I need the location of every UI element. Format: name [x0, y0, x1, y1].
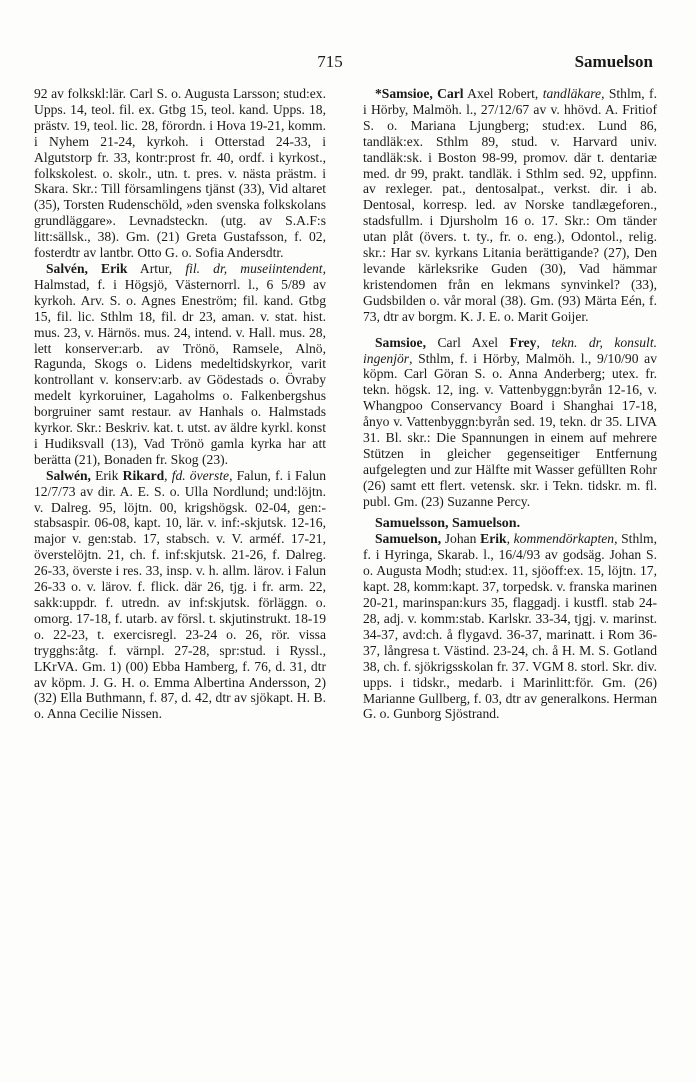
- entry-title: tekn. dr, konsult. ingenjör: [363, 334, 657, 366]
- entry-name: Salvén, Erik: [46, 260, 128, 276]
- entry-title: fd. överste: [171, 467, 230, 483]
- entry-name: Salwén,: [46, 467, 91, 483]
- entry-samsioe-frey: Samsioe, Carl Axel Frey, tekn. dr, konsult. ingenjör, Sthlm, f. i Hörby, Malmöh. l., 9/10/90 av köpm. Carl Göran S. o. Anna Anderberg; utex. fr. tekn. högsk. 12, ing. v. Vattenbyggn:byrån 12-16, v. Whangpoo Conservancy Board i Shanghai 17-18, ånyo v. Vattenbyggn:byrån sed. 19, tekn. dr 35. LIVA 31. Bl. skr.: Die Spannungen in einem auf mehrere Stützen in gleicher gegenseitiger Entfernung aufgelegten und zur Hälfte mit Wasser gefüllten Rohr (26) samt ett flert. vetensk. skr. i Tekn. tidskr. m. fl. publ. Gm. (23) Suzanne Percy.: [363, 334, 657, 509]
- entry-name: Samsioe,: [375, 334, 426, 350]
- entry-name-rest: Johan: [441, 531, 481, 547]
- running-head: Samuelson: [574, 52, 653, 71]
- entry-name-bold: Rikard: [122, 467, 165, 483]
- entry-name: Samuelson,: [375, 531, 442, 547]
- entry-name-rest: Artur,: [127, 260, 186, 276]
- entry-salwen: Salwén, Erik Rikard, fd. överste, Falun, f. i Falun 12/7/73 av dir. A. E. S. o. Ulla Nordlund; und:löjtn. v. Dalreg. 95, löjtn. 00, krigshögsk. 02-04, gen:-stabsaspir. 06-08, kapt. 10, lär. v. inf:-skjutsk. 12-16, major v. gen:stab. 17, stabsch. v. V. arméf. 17-21, överstelöjtn. 21, ch. f. inf:skjutsk. 21-26, f. Dalreg. 26-33, överste i res. 33, insp. v. h. allm. lärov. i Falun 26-33 o. v. lärov. f. flick. där 26, tjg. i fr. arm. 22, sakk:uppdr. f. utredn. av inf:skjutsk. förläggn. o. omorg. 17-18, f. utarb. av försl. t. skjutinstrukt. 18-19 o. 22-23, t. exercisregl. 23-24 o. 26, rör. vissa trygghs:åtg. f. värnpl. 27-28, spr:stud. i Ryssl., LKrVA. Gm. 1) (00) Ebba Hamberg, f. 76, d. 31, dtr av köpm. J. G. H. o. Emma Albertina Andersson, 2) (32) Ella Buthmann, f. 87, d. 42, dtr av sjökapt. H. B. o. Anna Cecilie Nissen.: [34, 467, 326, 722]
- entry-text: , Sthlm, f. i Hyringa, Skarab. l., 16/4/93 av godsäg. Johan S. o. Augusta Modh; stud:ex. 11, sjöoff:ex. 15, löjtn. 17, kapt. 28, komm:kapt. 37, torpedsk. v. franska marinen 20-21, marinspan:kurs 35, flaggadj. i kustfl. stab 24-28, adj. v. komm:stab. Karlskr. 33-34, tjgj. v. marinst. 34-37, avd:ch. å flygavd. 36-37, marinatt. i Rom 36-37, långresa t. Västind. 23-24, ch. å H. M. S. Gotland 38, ch. f. sjökrigsskolan fr. 37. VGM 8. storl. Skr. div. upps. i tidskr., medarb. i Marinlitt:för. Gm. (26) Marianne Gullberg, f. 03, dtr av generalkons. Herman G. o. Gunborg Sjöstrand.: [363, 531, 657, 722]
- entry-name-rest: Carl Axel: [425, 334, 510, 350]
- entry-name-rest: Erik: [90, 467, 123, 483]
- page-number: 715: [317, 52, 343, 71]
- entry-text: , Sthlm, f. i Hörby, Malmöh. l., 9/10/90 av köpm. Carl Göran S. o. Anna Anderberg; utex. fr. tekn. högsk. 12, ing. v. Vattenbyggn:byrån 12-16, v. Whangpoo Conservancy Board i Shanghai 17-18, ånyo v. Vattenbyggn:byrån sed. 19, tekn. dr 35. LIVA 31. Bl. skr.: Die Spannungen in einem auf mehrere Stützen in gleicher gegenseitiger Entfernung aufgelegten und zur Hälfte mit Wasser gefüllten Rohr (26) samt ett flert. vetensk. skr. i Tekn. tidskr. m. fl. publ. Gm. (23) Suzanne Percy.: [363, 350, 657, 509]
- left-column: [34, 86, 326, 722]
- entry-title: fil. dr, museiintendent: [185, 260, 323, 276]
- entry-text: 92 av folkskl:lär. Carl S. o. Augusta Larsson; stud:ex. Upps. 14, teol. fil. ex. Gtbg 15, teol. kand. Upps. 18, prästv. 19, teol. lic. 28, förordn. i Hova 19-21, komm. i Nyhem 21-24, kyrkoh. i Otterstad 24-33, i Algutstorp fr. 33, kontr:prost fr. 40, ordf. i kyrkost., folkskolest. o. skolr., utn. t. pres. v. nästa prästm. i Skara. Skr.: Till församlingens tjänst (33), Vid altaret (35), Torsten Rudenschöld, »den svenska folkskolans grundläggare». Levnadsteckn. (utg. av S.A.F:s litt:sällsk., 38). Gm. (21) Greta Gustafsson, f. 02, fosterdtr av lantbr. Otto G. o. Sofia Andersdtr.: [34, 86, 326, 261]
- entry-name-bold: Frey: [509, 334, 537, 350]
- entry-text: , Falun, f. i Falun 12/7/73 av dir. A. E. S. o. Ulla Nordlund; und:löjtn. v. Dalreg. 95, löjtn. 00, krigshögsk. 02-04, gen:-stabsaspir. 06-08, kapt. 10, lär. v. inf:-skjutsk. 12-16, major v. gen:stab. 17, stabsch. v. V. arméf. 17-21, överstelöjtn. 21, ch. f. inf:skjutsk. 21-26, f. Dalreg. 26-33, överste i res. 33, insp. v. h. allm. lärov. i Falun 26-33 o. v. lärov. f. flick. där 26, tjg. i fr. arm. 22, sakk:uppdr. f. utredn. av inf:skjutsk. förläggn. o. omorg. 17-18, f. utarb. av försl. t. skjutinstrukt. 18-19 o. 22-23, t. exercisregl. 23-24 o. 26, rör. vissa trygghs:åtg. f. värnpl. 27-28, spr:stud. i Ryssl., LKrVA. Gm. 1) (00) Ebba Hamberg, f. 76, d. 31, dtr av köpm. J. G. H. o. Emma Albertina Andersson, 2) (32) Ella Buthmann, f. 87, d. 42, dtr av sjökapt. H. B. o. Anna Cecilie Nissen.: [34, 467, 326, 722]
- entry-name: *Samsioe, Carl: [375, 86, 464, 101]
- continuation-entry: [34, 86, 326, 261]
- entry-text: , Halmstad, f. i Högsjö, Västernorrl. l., 6 5/89 av kyrkoh. Arv. S. o. Agnes Eneström; fil. kand. Gtbg 15, fil. lic. Sthlm 18, fil. dr 23, aman. v. stat. hist. mus. 23, v. Härnös. mus. 24, intend. v. Hall. mus. 28, lett konserver:arb. av Trönö, Ramsele, Alnö, Ragunda, Skogs o. Lidens medeltidskyrkor, varit kontrollant v. konserv:arb. av Gödestads o. Övraby medelt kyrkoruiner, Lagaholms o. Falkenbergshus borgruiner samt restaur. av Hanhals o. Halmstads kyrkor. Skr.: Beskriv. kat. t. utst. av äldre kyrkl. konst i Hudiksvall (13), Vad Trönö gamla kyrka har att berätta (21), Bonaden fr. Skog (23).: [34, 260, 326, 467]
- section-heading: Samuelsson, Samuelson.: [375, 515, 521, 531]
- entry-name-bold: Erik: [480, 531, 507, 547]
- entry-title: tandläkare: [542, 86, 602, 101]
- right-column: [363, 86, 657, 722]
- entry-samsioe-carl: [363, 86, 657, 325]
- entry-name-rest: Axel Robert,: [463, 86, 543, 101]
- entry-samuelson-erik: Samuelson, Johan Erik, kommendörkapten, Sthlm, f. i Hyringa, Skarab. l., 16/4/93 av godsäg. Johan S. o. Augusta Modh; stud:ex. 11, sjöoff:ex. 15, löjtn. 17, kapt. 28, komm:kapt. 37, torpedsk. v. franska marinen 20-21, marinspan:kurs 35, flaggadj. i kustfl. stab 24-28, adj. v. komm:stab. Karlskr. 33-34, tjgj. v. marinst. 34-37, avd:ch. å flygavd. 36-37, marinatt. i Rom 36-37, långresa t. Västind. 23-24, ch. å H. M. S. Gotland 38, ch. f. sjökrigsskolan fr. 37. VGM 8. storl. Skr. div. upps. i tidskr., medarb. i Marinlitt:för. Gm. (26) Marianne Gullberg, f. 03, dtr av generalkons. Herman G. o. Gunborg Sjöstrand.: [363, 531, 657, 722]
- entry-text: , Sthlm, f. i Hörby, Malmöh. l., 27/12/67 av v. hhövd. A. Fritiof S. o. Mariana Ljungberg; stud:ex. Lund 86, tandläk:ex. Sthlm 89, stud. v. Harvard univ. tandläk:sk. i Boston 98-99, promov. där t. dentariæ med. dr 99, prakt. tandläk. i Sthlm sed. 92, uppfinn. av rexleger. pat., dentosalpat., verkst. dir. i ab. Dentosal, korresp. led. av Norske tandlægeforen., stadsfullm. i Djursholm 16 o. 17. Skr.: Om tänder utan plåt (övers. t. ty., fr. o. eng.), Odontol., relig. skr.: Har sv. kyrkans Litania berättigande? (27), Den levande kärleksrike Guden (30), Vad hämmar kristendomen från en lekmans synvinkel? (33), Gudsbilden o. vår moral (38). Gm. (93) Märta Eén, f. 73, dtr av borgm. K. J. E. o. Marit Goijer.: [363, 86, 657, 324]
- entry-title: kommendörkapten: [513, 531, 615, 547]
- entry-salven: [34, 261, 326, 468]
